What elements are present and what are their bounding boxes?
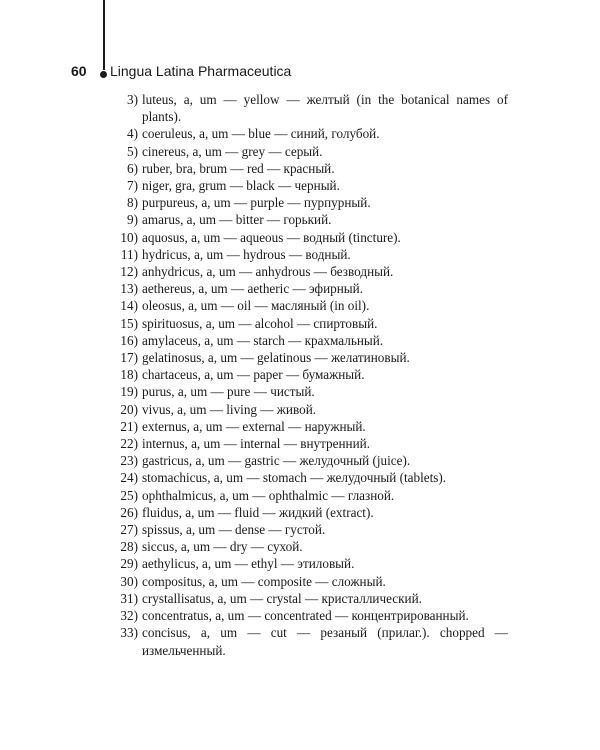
list-item bbox=[108, 383, 508, 400]
entry-number: 11) bbox=[120, 246, 138, 262]
entry-number: 20) bbox=[120, 401, 138, 417]
entry-text: luteus, a, um — yellow — желтый (in the botanical names of plants). bbox=[142, 92, 508, 125]
entry-text: siccus, a, um — dry — сухой. bbox=[142, 539, 303, 555]
entry-text: coeruleus, a, um — blue — синий, голубой. bbox=[142, 126, 380, 142]
entry-number: 7) bbox=[127, 178, 138, 194]
list-item bbox=[108, 125, 508, 142]
page-number: 60 bbox=[71, 63, 87, 79]
list-item bbox=[108, 143, 508, 160]
list-item bbox=[108, 624, 508, 658]
list-item bbox=[108, 211, 508, 228]
entry-text: anhydricus, a, um — anhydrous — безводный. bbox=[142, 264, 394, 280]
list-item bbox=[108, 263, 508, 280]
entry-number: 31) bbox=[120, 590, 138, 606]
entry-text: hydricus, a, um — hydrous — водный. bbox=[142, 246, 351, 262]
list-item bbox=[108, 521, 508, 538]
entry-text: aethylicus, a, um — ethyl — этиловый. bbox=[142, 556, 355, 572]
entry-text: spirituosus, a, um — alcohol — спиртовый. bbox=[142, 315, 378, 331]
entry-number: 26) bbox=[120, 504, 138, 520]
list-item bbox=[108, 332, 508, 349]
list-item bbox=[108, 435, 508, 452]
entry-number: 22) bbox=[120, 436, 138, 452]
entry-text: aethereus, a, um — aetheric — эфирный. bbox=[142, 281, 364, 297]
entry-number: 32) bbox=[120, 608, 138, 624]
list-item bbox=[108, 91, 508, 125]
entry-text: niger, gra, grum — black — черный. bbox=[142, 178, 340, 194]
entry-number: 14) bbox=[120, 298, 138, 314]
entry-text: compositus, a, um — composite — сложный. bbox=[142, 573, 386, 589]
vocabulary-list bbox=[108, 91, 508, 659]
list-item bbox=[108, 160, 508, 177]
entry-number: 8) bbox=[127, 195, 138, 211]
list-item bbox=[108, 177, 508, 194]
entry-text: purus, a, um — pure — чистый. bbox=[142, 384, 315, 400]
list-item bbox=[108, 315, 508, 332]
entry-number: 3) bbox=[127, 92, 138, 107]
list-item bbox=[108, 229, 508, 246]
list-item bbox=[108, 487, 508, 504]
entry-number: 30) bbox=[120, 573, 138, 589]
running-title: Lingua Latina Pharmaceutica bbox=[110, 63, 292, 79]
entry-number: 24) bbox=[120, 470, 138, 486]
list-item bbox=[108, 538, 508, 555]
entry-number: 19) bbox=[120, 384, 138, 400]
list-item bbox=[108, 349, 508, 366]
entry-text: amarus, a, um — bitter — горький. bbox=[142, 212, 332, 228]
entry-text: internus, a, um — internal — внутренний. bbox=[142, 436, 370, 452]
entry-number: 33) bbox=[120, 625, 138, 641]
list-item bbox=[108, 297, 508, 314]
entry-text: crystallisatus, a, um — crystal — кристаллический. bbox=[142, 590, 422, 606]
entry-number: 12) bbox=[120, 264, 138, 280]
entry-number: 23) bbox=[120, 453, 138, 469]
entry-text: fluidus, a, um — fluid — жидкий (extract). bbox=[142, 504, 374, 520]
list-item bbox=[108, 280, 508, 297]
entry-number: 9) bbox=[127, 212, 138, 228]
entry-number: 17) bbox=[120, 350, 138, 366]
list-item bbox=[108, 573, 508, 590]
entry-number: 6) bbox=[127, 160, 138, 176]
list-item bbox=[108, 246, 508, 263]
entry-text: stomachicus, a, um — stomach — желудочный (tablets). bbox=[142, 470, 447, 486]
list-item bbox=[108, 418, 508, 435]
entry-text: cinereus, a, um — grey — серый. bbox=[142, 143, 323, 159]
entry-number: 27) bbox=[120, 522, 138, 538]
entry-text: vivus, a, um — living — живой. bbox=[142, 401, 317, 417]
entry-text: chartaceus, a, um — paper — бумажный. bbox=[142, 367, 365, 383]
list-item bbox=[108, 194, 508, 211]
entry-number: 5) bbox=[127, 143, 138, 159]
entry-text: concentratus, a, um — concentrated — концентрированный. bbox=[142, 608, 469, 624]
list-item bbox=[108, 401, 508, 418]
entry-text: oleosus, a, um — oil — масляный (in oil). bbox=[142, 298, 370, 314]
entry-text: concisus, a, um — cut — резаный (прилаг.). chopped — измельченный. bbox=[142, 625, 508, 658]
entry-text: gelatinosus, a, um — gelatinous — желатиновый. bbox=[142, 350, 410, 366]
entry-text: spissus, a, um — dense — густой. bbox=[142, 522, 326, 538]
entry-text: aquosus, a, um — aqueous — водный (tincture). bbox=[142, 229, 401, 245]
entry-number: 18) bbox=[120, 367, 138, 383]
entry-number: 4) bbox=[127, 126, 138, 142]
entry-number: 28) bbox=[120, 539, 138, 555]
list-item bbox=[108, 555, 508, 572]
entry-number: 25) bbox=[120, 487, 138, 503]
entry-text: ophthalmicus, a, um — ophthalmic — глазной. bbox=[142, 487, 395, 503]
margin-rule bbox=[103, 0, 105, 70]
entry-number: 13) bbox=[120, 281, 138, 297]
entry-number: 15) bbox=[120, 315, 138, 331]
entry-text: amylaceus, a, um — starch — крахмальный. bbox=[142, 332, 384, 348]
list-item bbox=[108, 607, 508, 624]
entry-number: 21) bbox=[120, 418, 138, 434]
list-item bbox=[108, 469, 508, 486]
entry-number: 29) bbox=[120, 556, 138, 572]
entry-text: ruber, bra, brum — red — красный. bbox=[142, 160, 335, 176]
list-item bbox=[108, 504, 508, 521]
entry-text: purpureus, a, um — purple — пурпурный. bbox=[142, 195, 371, 211]
list-item bbox=[108, 590, 508, 607]
entry-text: externus, a, um — external — наружный. bbox=[142, 418, 366, 434]
entry-text: gastricus, a, um — gastric — желудочный (juice). bbox=[142, 453, 411, 469]
margin-rule-dot bbox=[100, 71, 107, 78]
entry-number: 16) bbox=[120, 332, 138, 348]
list-item bbox=[108, 366, 508, 383]
entry-number: 10) bbox=[120, 229, 138, 245]
list-item bbox=[108, 452, 508, 469]
